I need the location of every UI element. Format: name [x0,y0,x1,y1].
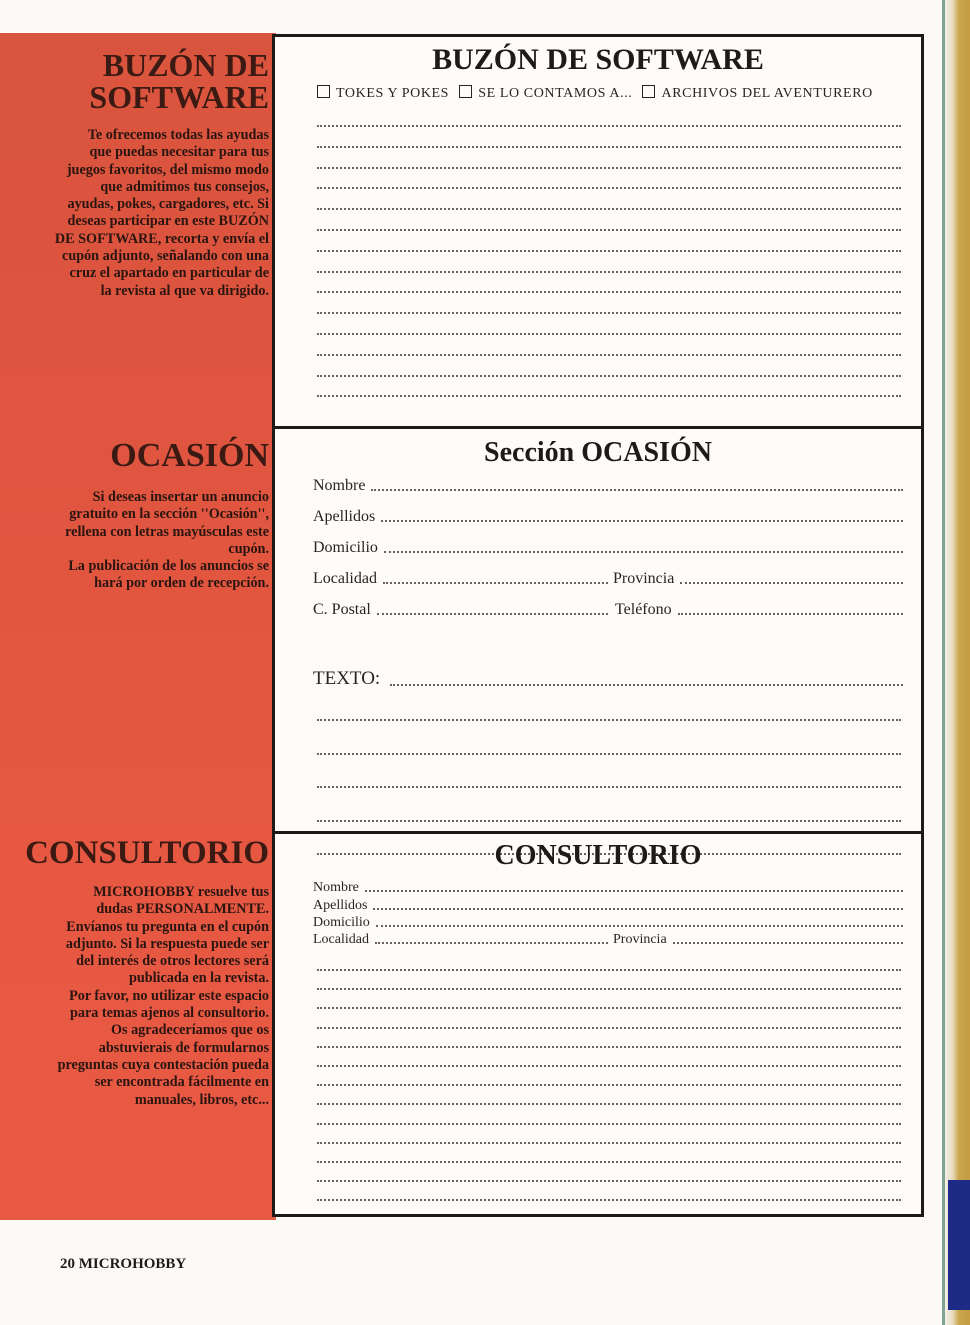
page-edge [945,0,970,1325]
blank-write-line[interactable] [317,1103,901,1105]
blank-write-line[interactable] [317,1046,901,1048]
blank-write-line[interactable] [317,1142,901,1144]
blank-write-line[interactable] [317,125,901,127]
blank-write-line[interactable] [317,1027,901,1029]
blank-write-line[interactable] [317,988,901,990]
ocasion-telefono-field[interactable] [615,601,903,619]
blank-write-line[interactable] [317,187,901,189]
blank-write-line[interactable] [317,753,901,755]
buzon-options [317,85,879,102]
blank-write-line[interactable] [317,208,901,210]
option-tokes[interactable] [317,86,449,101]
ocasion-apellidos-label: Apellidos [313,508,376,525]
consultorio-apellidos-label: Apellidos [313,898,368,913]
blank-write-line[interactable] [317,969,901,971]
consultorio-nombre-label: Nombre [313,880,359,895]
consultorio-nombre-field[interactable] [313,880,903,896]
blank-write-line[interactable] [317,375,901,377]
blank-write-line[interactable] [317,1199,901,1201]
ocasion-localidad-field[interactable] [313,570,608,588]
blank-write-line[interactable] [317,1065,901,1067]
checkbox-icon[interactable] [459,85,472,98]
option-contamos[interactable] [459,86,632,101]
blank-write-line[interactable] [317,786,901,788]
sidebar-ocasion [65,439,269,593]
ocasion-form-title: Sección OCASIÓN [484,437,712,468]
blank-write-line[interactable] [317,333,901,335]
sidebar-ocasion-text: Si deseas insertar un anuncio gratuito en la sección ''Ocasión'', rellena con letras mayúsculas este cupón. La publicación de los anuncios se hará por orden de recepción. [65,489,269,592]
blank-write-line[interactable] [317,1123,901,1125]
sidebar-column [0,33,276,1220]
divider [275,426,921,429]
blank-write-line[interactable] [317,312,901,314]
blank-write-line[interactable] [317,354,901,356]
ocasion-domicilio-field[interactable] [313,539,903,557]
ocasion-nombre-field[interactable] [313,477,903,495]
ocasion-texto-field[interactable] [313,668,903,690]
blank-write-line[interactable] [317,271,901,273]
consultorio-localidad-field[interactable] [313,932,608,948]
sidebar-ocasion-title: OCASIÓN [110,437,269,474]
consultorio-provincia-label: Provincia [613,932,667,947]
consultorio-provincia-field[interactable] [613,932,903,948]
option-tokes-label: TOKES Y POKES [336,86,450,101]
blank-write-line[interactable] [317,820,901,822]
option-aventurero-label: ARCHIVOS DEL AVENTURERO [661,86,873,101]
option-aventurero[interactable] [642,86,872,101]
coupon-frame [272,34,924,1217]
blank-write-line[interactable] [317,1161,901,1163]
ocasion-domicilio-label: Domicilio [313,539,378,556]
blank-write-line[interactable] [317,291,901,293]
blank-write-line[interactable] [317,229,901,231]
sidebar-consultorio [25,837,269,1109]
blank-write-line[interactable] [317,1084,901,1086]
blank-write-line[interactable] [317,1180,901,1182]
ocasion-cpostal-label: C. Postal [313,601,371,618]
consultorio-domicilio-label: Domicilio [313,915,370,930]
sidebar-consultorio-title: CONSULTORIO [25,835,269,871]
checkbox-icon[interactable] [317,85,330,98]
consultorio-apellidos-field[interactable] [313,898,903,914]
blank-write-line[interactable] [317,719,901,721]
ocasion-localidad-label: Localidad [313,570,377,587]
blank-write-line[interactable] [317,250,901,252]
ocasion-apellidos-field[interactable] [313,508,903,526]
option-contamos-label: SE LO CONTAMOS A... [478,86,633,101]
ocasion-texto-label: TEXTO: [313,668,381,689]
ocasion-nombre-label: Nombre [313,477,366,494]
consultorio-form-title: CONSULTORIO [494,840,702,871]
sidebar-buzon [55,49,269,300]
sidebar-buzon-title: BUZÓN DE SOFTWARE [89,47,269,115]
consultorio-localidad-label: Localidad [313,932,369,947]
buzon-form-title: BUZÓN DE SOFTWARE [432,43,764,76]
sidebar-buzon-text: Te ofrecemos todas las ayudas que puedas necesitar para tus juegos favoritos, del mismo modo que admitimos tus consejos, ayudas, pokes, cargadores, etc. Si deseas participar en este BUZÓN DE SOFTWARE, recorta y envía el cupón adjunto, señalando con una cruz el apartado en particular de la revista al que va dirigido. [54,127,269,299]
blank-write-line[interactable] [317,146,901,148]
ocasion-provincia-label: Provincia [613,570,675,587]
ocasion-telefono-label: Teléfono [615,601,672,618]
blank-write-line[interactable] [317,1007,901,1009]
ocasion-provincia-field[interactable] [613,570,903,588]
divider [275,831,921,834]
page-edge-tab [948,1180,970,1310]
page-footer: 20 MICROHOBBY [60,1256,187,1272]
checkbox-icon[interactable] [642,85,655,98]
blank-write-line[interactable] [317,395,901,397]
blank-write-line[interactable] [317,167,901,169]
sidebar-consultorio-text: MICROHOBBY resuelve tus dudas PERSONALMENTE. Envíanos tu pregunta en el cupón adjunto. Si la respuesta puede ser del interés de otros lectores será publicada en la revista. Por favor, no utilizar este espacio para temas ajenos al consultorio. Os agradeceríamos que os abstuvierais de formularnos preguntas cuya contestación pueda ser encontrada fácilmente en manuales, libros, etc... [57,884,269,1108]
consultorio-domicilio-field[interactable] [313,915,903,931]
ocasion-cpostal-field[interactable] [313,601,608,619]
